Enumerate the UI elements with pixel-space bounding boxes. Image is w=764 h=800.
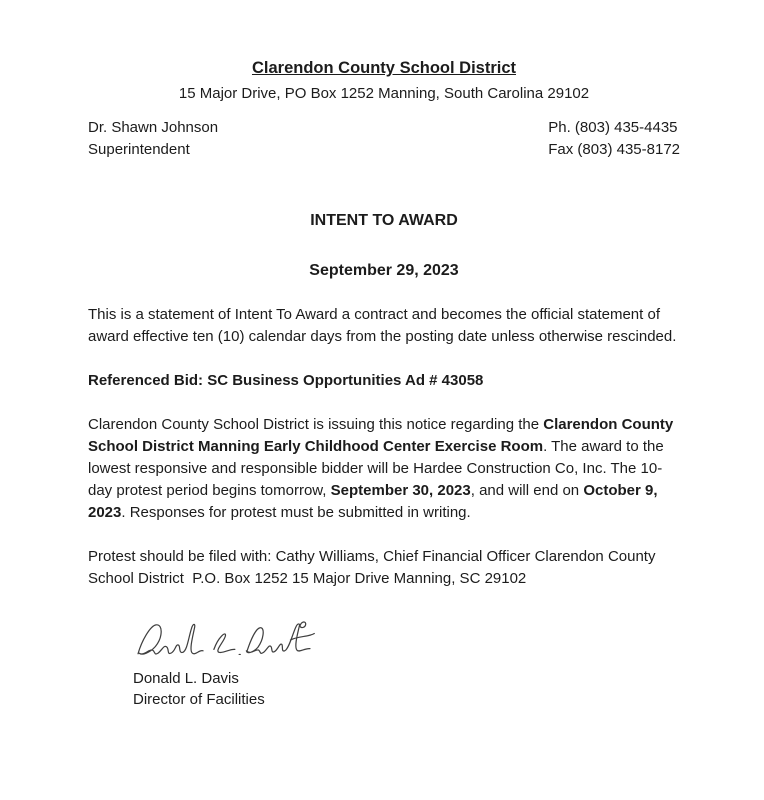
award-paragraph: Clarendon County School District is issuing this notice regarding the Clarendon County School District Manning Early Childhood Center Exercise Room. The award to the lowest responsive and responsible bidder will be Hardee Construction Co, Inc. The 10-day protest period begins tomorrow, September 30, 2023, and will end on October 9, 2023. Responses for protest must be submitted in writing. bbox=[88, 416, 678, 521]
contact-right bbox=[548, 117, 680, 161]
contact-left bbox=[88, 117, 218, 161]
phone-number: Ph. (803) 435-4435 bbox=[548, 119, 678, 136]
intro-paragraph: This is a statement of Intent To Award a contract and becomes the official statement of award effective ten (10) calendar days from the posting date unless otherwise rescinded. bbox=[88, 306, 677, 345]
district-address: 15 Major Drive, PO Box 1252 Manning, South Carolina 29102 bbox=[178, 85, 590, 102]
contact-row bbox=[88, 117, 680, 161]
protest-paragraph: Protest should be filed with: Cathy Williams, Chief Financial Officer Clarendon County School District P.O. Box 1252 15 Major Drive Manning, SC 29102 bbox=[88, 548, 660, 587]
notice-date: September 29, 2023 bbox=[309, 262, 459, 279]
notice-title: INTENT TO AWARD bbox=[310, 212, 458, 229]
handwritten-signature bbox=[133, 614, 315, 666]
fax-number: Fax (803) 435-8172 bbox=[548, 141, 680, 158]
signature-block bbox=[133, 614, 680, 710]
signer-typed-title: Director of Facilities bbox=[133, 691, 265, 708]
superintendent-title: Superintendent bbox=[88, 141, 190, 158]
referenced-bid-line: Referenced Bid: SC Business Opportunities Ad # 43058 bbox=[88, 372, 484, 389]
district-name-heading: Clarendon County School District bbox=[251, 59, 517, 77]
signer-typed-name: Donald L. Davis bbox=[133, 670, 239, 687]
superintendent-name: Dr. Shawn Johnson bbox=[88, 119, 219, 136]
